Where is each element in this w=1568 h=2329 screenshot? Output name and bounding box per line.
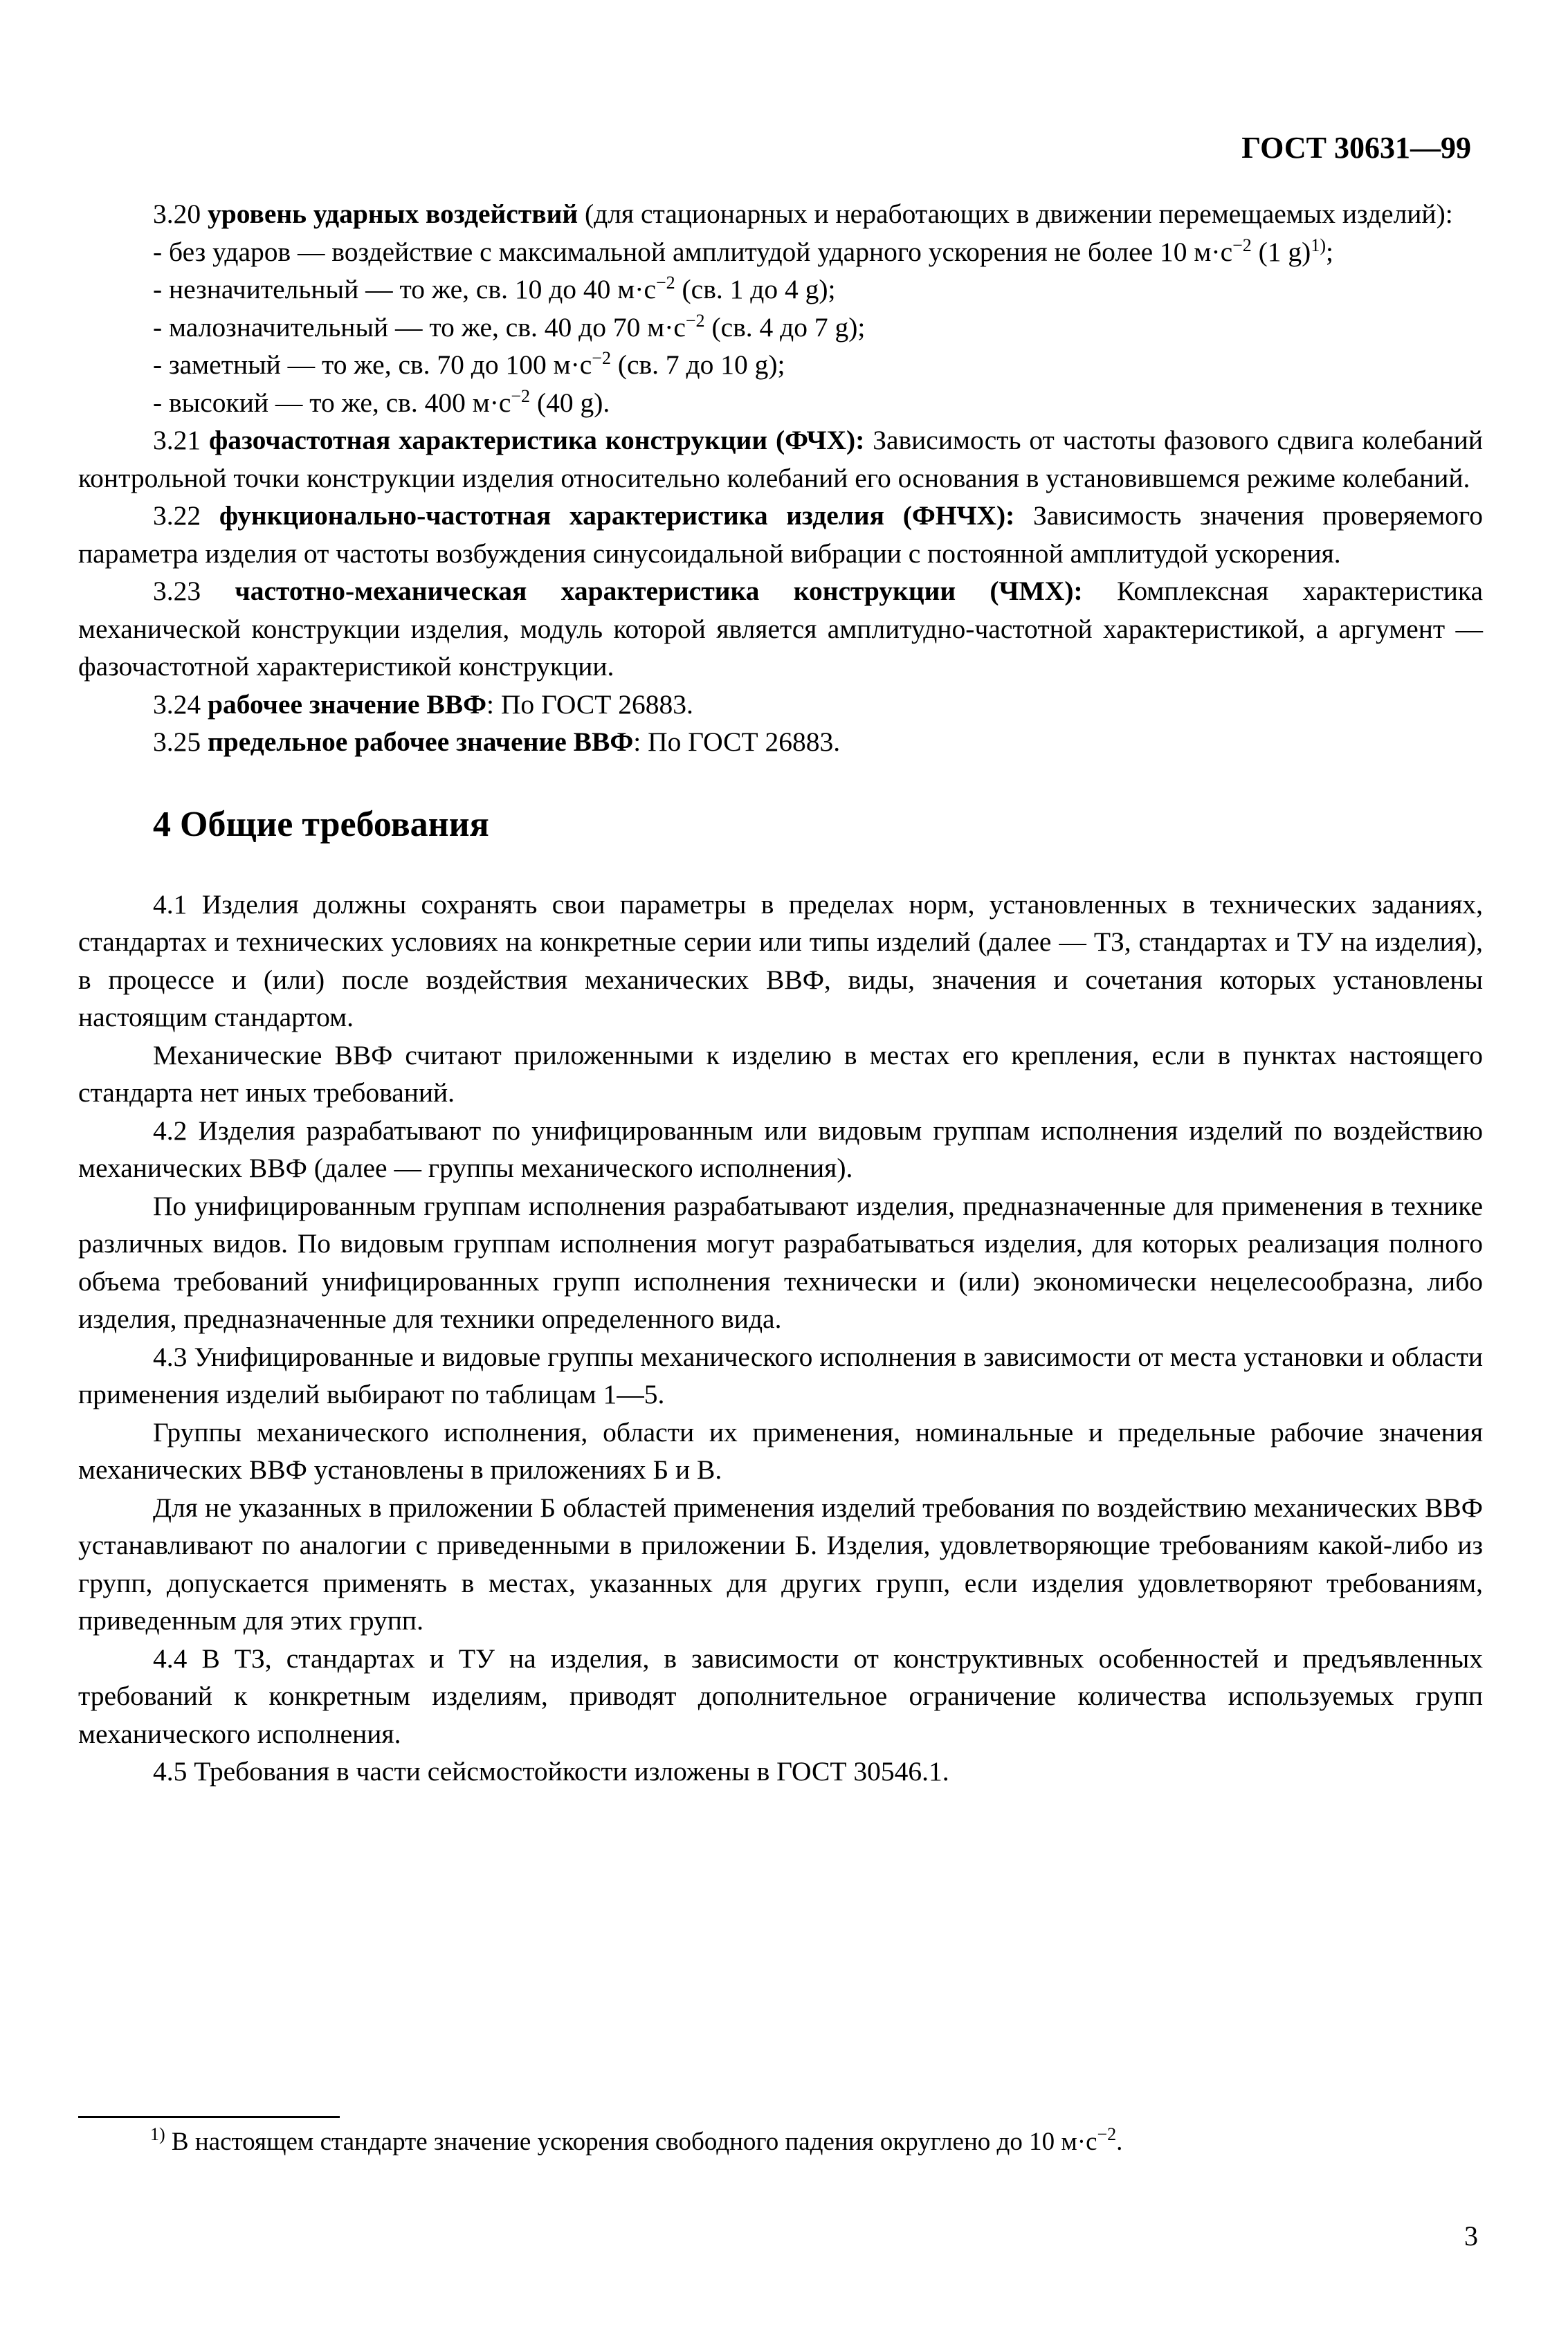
clause-4-4: 4.4 В ТЗ, стандартах и ТУ на изделия, в зависимости от конструктивных особенностей и предъявленных требований к конкретным изделиям, приводят дополнительное ограничение количества используемых групп механического исполнения.	[78, 1643, 1483, 1749]
exponent: −2	[511, 385, 531, 406]
term: частотно-механическая характеристика конструкции (ЧМХ):	[235, 576, 1083, 606]
clause-3-21	[78, 421, 1483, 497]
paragraph: По унифицированным группам исполнения разрабатывают изделия, предназначенные для применения в технике различных видов. По видовым группам исполнения могут разрабатываться изделия, для которых реализация полного объема требований унифицированных групп исполнения технически и (или) экономически нецелесообразна, либо изделия, предназначенные для техники определенного вида.	[78, 1190, 1483, 1334]
footnote-text: В настоящем стандарте значение ускорения свободного падения округлено до 10 м·с	[165, 2128, 1097, 2156]
clause-3-20	[78, 195, 1483, 233]
section-heading: 4 Общие требования	[153, 804, 489, 844]
clause-4-1: 4.1 Изделия должны сохранять свои параметры в пределах норм, установленных в технических заданиях, стандартах и технических условиях на конкретные серии или типы изделий (далее — ТЗ, стандартах и ТУ на изделия), в процессе и (или) после воздействия механических ВВФ, виды, значения и сочетания которых установлены настоящим стандартом.	[78, 888, 1483, 1032]
level-text: (40 g).	[536, 387, 610, 418]
clause-number: 3.23	[153, 576, 201, 606]
footnote-ref: 1)	[1311, 235, 1327, 255]
clause-3-24	[78, 686, 1483, 724]
level-text: (св. 1 до 4 g);	[682, 274, 836, 304]
exponent: −2	[685, 310, 705, 331]
clause-3-23	[78, 572, 1483, 686]
clause-4-5: 4.5 Требования в части сейсмостойкости изложены в ГОСТ 30546.1.	[153, 1756, 949, 1787]
level-text: - заметный — то же, св. 70 до 100 м·с	[153, 349, 592, 380]
level-text: - без ударов — воздействие с максимальной амплитудой ударного ускорения не более 10 м·с	[153, 236, 1233, 267]
page-number: 3	[1464, 2220, 1478, 2252]
term: рабочее значение ВВФ	[208, 688, 487, 720]
exponent: −2	[1097, 2124, 1117, 2144]
clause-number: 3.24	[153, 688, 201, 720]
level-text: ;	[1326, 236, 1333, 267]
level-item	[78, 309, 1483, 347]
level-text: - высокий — то же, св. 400 м·с	[153, 387, 511, 418]
term: предельное рабочее значение ВВФ	[208, 727, 634, 757]
footnote-mark: 1)	[150, 2124, 165, 2144]
footnote-separator	[78, 2116, 340, 2118]
level-item	[78, 346, 1483, 384]
exponent: −2	[592, 348, 611, 368]
paragraph: Группы механического исполнения, области их применения, номинальные и предельные рабочие значения механических ВВФ установлены в приложениях Б и В.	[78, 1416, 1483, 1485]
exponent: −2	[1232, 235, 1252, 255]
term: уровень ударных воздействий	[208, 199, 578, 229]
level-text: (1 g)	[1258, 236, 1311, 267]
clause-number: 3.22	[153, 500, 201, 531]
level-text: - малозначительный — то же, св. 40 до 70 м·с	[153, 311, 686, 342]
term: функционально-частотная характеристика изделия (ФНЧХ):	[219, 500, 1015, 531]
document-header: ГОСТ 30631—99	[1241, 131, 1471, 165]
clause-number: 3.25	[153, 727, 201, 757]
level-item	[78, 233, 1483, 271]
definition: Зависимость значения проверяемого параметра изделия от частоты возбуждения синусоидальной вибрации с постоянной амплитудой ускорения.	[78, 500, 1484, 569]
footnote-text: .	[1116, 2128, 1123, 2156]
level-item	[78, 384, 1483, 422]
definition: : По ГОСТ 26883.	[633, 727, 841, 757]
paragraph: Механические ВВФ считают приложенными к изделию в местах его крепления, если в пунктах настоящего стандарта нет иных требований.	[78, 1039, 1483, 1108]
clause-3-25	[78, 723, 1483, 761]
definition: : По ГОСТ 26883.	[486, 688, 693, 720]
clause-number: 3.21	[153, 425, 201, 455]
level-text: (св. 7 до 10 g);	[617, 349, 785, 380]
exponent: −2	[655, 273, 675, 293]
clause-3-22	[78, 497, 1483, 572]
footnote	[150, 2124, 1123, 2157]
paragraph: Для не указанных в приложении Б областей применения изделий требования по воздействию механических ВВФ устанавливают по аналогии с приведенными в приложении Б. Изделия, удовлетворяющие требованиям какой-либо из групп, допускается применять в местах, указанных для других групп, если изделия удовлетворяют требованиям, приведенным для этих групп.	[78, 1492, 1483, 1636]
definition: (для стационарных и неработающих в движении перемещаемых изделий):	[584, 199, 1453, 229]
clause-4-3: 4.3 Унифицированные и видовые группы механического исполнения в зависимости от места установки и области применения изделий выбирают по таблицам 1—5.	[78, 1341, 1483, 1409]
level-text: - незначительный — то же, св. 10 до 40 м·с	[153, 274, 656, 304]
level-item	[78, 271, 1483, 309]
document-body	[78, 195, 1483, 1791]
term: фазочастотная характеристика конструкции (ФЧХ):	[208, 425, 865, 455]
clause-number: 3.20	[153, 199, 201, 229]
definition: Комплексная характеристика механической конструкции изделия, модуль которой является амплитудно-частотной характеристикой, а аргумент — фазочастотной характеристикой конструкции.	[78, 576, 1484, 682]
definition: Зависимость от частоты фазового сдвига колебаний контрольной точки конструкции изделия относительно колебаний его основания в установившемся режиме колебаний.	[78, 425, 1484, 493]
clause-4-2: 4.2 Изделия разрабатывают по унифицированным или видовым группам исполнения изделий по воздействию механических ВВФ (далее — группы механического исполнения).	[78, 1115, 1483, 1183]
level-text: (св. 4 до 7 g);	[711, 311, 866, 342]
